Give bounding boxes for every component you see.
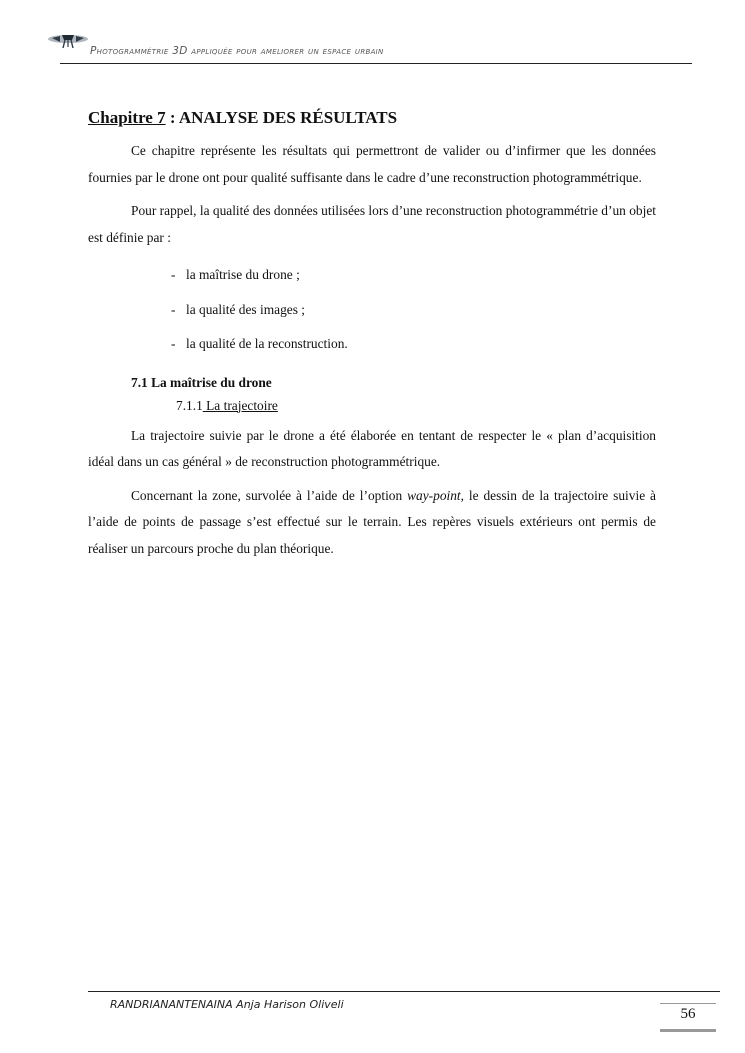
list-item: - la maîtrise du drone ; [171,267,300,282]
paragraph-trajectory: La trajectoire suivie par le drone a été élaborée en tentant de respecter le « plan d’acquisition idéal dans un cas général » de reconstruction photogrammétrique. [88,427,656,469]
section-heading: 7.1 La maîtrise du drone [131,374,272,390]
subsection-title: La trajectoire [202,397,278,413]
paragraph-reminder: Pour rappel, la qualité des données utilisées lors d’une reconstruction photogrammétrie d’un objet est définie par : [88,203,656,245]
list-item: - la qualité de la reconstruction. [171,336,348,351]
subsection-heading [176,394,656,418]
page-number: 56 [680,1006,696,1022]
quality-criteria-list [88,258,656,362]
list-item: - la qualité des images ; [171,301,305,317]
footer-author: RANDRIANANTENAINA Anja Harison Oliveli [110,998,344,1011]
paragraph-zone: Concernant la zone, survolée à l’aide de l’option way-point, le dessin de la trajectoire suivie à l’aide de points de passage s’est effectué sur le terrain. Les repères visuels extérieurs ont permis de réaliser un parcours proche du plan théorique. [88,487,656,556]
page-number-bottom-rule [660,1029,716,1032]
page-body [88,108,656,569]
footer-divider [88,991,720,992]
running-header-title: Photogrammétrie 3D appliquée pour ameliorer un espace urbain [90,45,384,57]
paragraph-intro: Ce chapitre représente les résultats qui permettront de valider ou d’infirmer que les données fournies par le drone ont pour qualité suffisante dans le cadre d’une reconstruction photogrammétrique. [88,143,656,185]
chapter-title: : ANALYSE DES RÉSULTATS [165,108,398,127]
header-divider [60,63,692,64]
chapter-heading [88,108,656,128]
chapter-label: Chapitre 7 [88,108,166,127]
drone-logo-icon [46,30,90,52]
subsection-number: 7.1.1 [176,397,203,413]
page-number-top-rule [660,1003,716,1004]
